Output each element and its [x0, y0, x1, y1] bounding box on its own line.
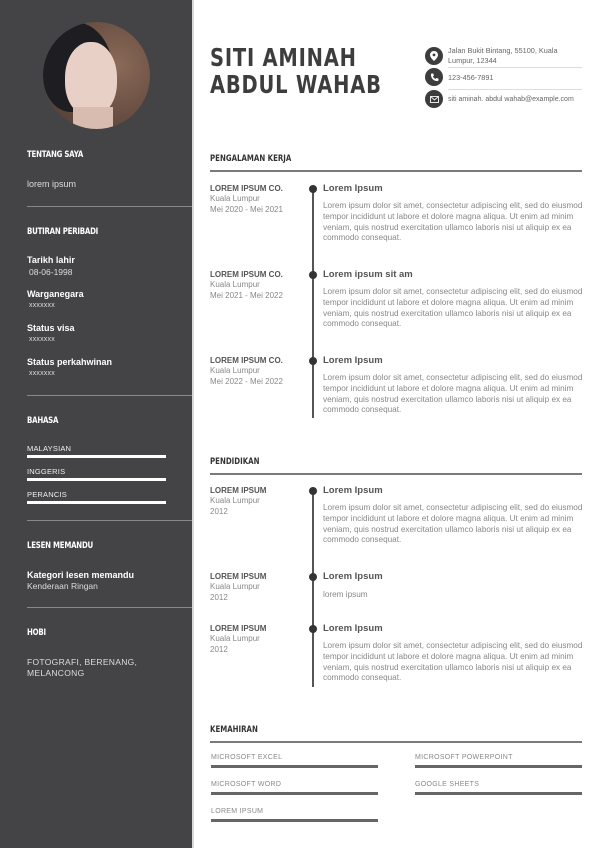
education-title-item: Lorem Ipsum	[323, 623, 383, 634]
experience-role: Lorem Ipsum	[323, 183, 383, 194]
skill-bar	[211, 792, 378, 795]
hobbies-line1: FOTOGRAFI, BERENANG,	[27, 657, 138, 667]
experience-desc: Lorem ipsum dolor sit amet, consectetur adipiscing elit, sed do eiusmod tempor incididunt ut labore et dolore magna aliqua. Ut enim ad minim veniam, quis nostrud exercitation ullamco laboris nisi ut aliquip ex ea commodo consequat.	[323, 373, 583, 415]
education-desc: Lorem ipsum dolor sit amet, consectetur adipiscing elit, sed do eiusmod tempor incididunt ut labore et dolore magna aliqua. Ut enim ad minim veniam, quis nostrud exercitation ullamco laboris nisi ut aliquip ex ea commodo consequat.	[323, 503, 583, 545]
skill-label: LOREM IPSUM	[211, 808, 264, 815]
experience-org: LOREM IPSUM CO.	[210, 270, 283, 279]
phone-icon	[425, 68, 443, 86]
marital-label: Status perkahwinan	[27, 357, 113, 367]
education-org: LOREM IPSUM	[210, 624, 267, 633]
hobbies-title: HOBI	[27, 628, 46, 638]
language-label: INGGERIS	[27, 467, 66, 476]
name-line1: SITI AMINAH	[210, 43, 357, 72]
citizenship-value: xxxxxxx	[29, 302, 55, 309]
skills-title: KEMAHIRAN	[210, 725, 258, 735]
skill-label: MICROSOFT POWERPOINT	[415, 754, 513, 761]
experience-period: Mei 2022 - Mei 2022	[210, 377, 283, 386]
sidebar-divider	[27, 607, 192, 608]
license-title: LESEN MEMANDU	[27, 541, 94, 551]
name-line2: ABDUL WAHAB	[210, 70, 382, 99]
languages-title: BAHASA	[27, 416, 59, 426]
license-label: Kategori lesen memandu	[27, 570, 135, 580]
education-title-item: Lorem Ipsum	[323, 485, 383, 496]
dob-value: 08-06-1998	[29, 267, 73, 277]
experience-location: Kuala Lumpur	[210, 280, 260, 289]
sidebar-divider	[27, 395, 192, 396]
skill-bar	[211, 765, 378, 768]
experience-period: Mei 2021 - Mei 2022	[210, 291, 283, 300]
skill-bar	[211, 819, 378, 822]
sidebar-edge	[192, 0, 194, 848]
personal-title: BUTIRAN PERIBADI	[27, 227, 99, 237]
skill-label: MICROSOFT WORD	[211, 781, 282, 788]
about-title: TENTANG SAYA	[27, 150, 84, 160]
timeline-dot-icon	[309, 357, 317, 365]
education-org: LOREM IPSUM	[210, 486, 267, 495]
timeline-dot-icon	[309, 573, 317, 581]
education-period: 2012	[210, 507, 228, 516]
dob-label: Tarikh lahir	[27, 255, 75, 265]
experience-desc: Lorem ipsum dolor sit amet, consectetur adipiscing elit, sed do eiusmod tempor incididunt ut labore et dolore magna aliqua. Ut enim ad minim veniam, quis nostrud exercitation ullamco laboris nisi ut aliquip ex ea commodo consequat.	[323, 201, 583, 243]
education-location: Kuala Lumpur	[210, 496, 260, 505]
education-title-item: Lorem Ipsum	[323, 571, 383, 582]
experience-period: Mei 2020 - Mei 2021	[210, 205, 283, 214]
hobbies-line2: MELANCONG	[27, 668, 85, 678]
marital-value: xxxxxxx	[29, 370, 55, 377]
education-desc: lorem ipsum	[323, 590, 368, 599]
citizenship-label: Warganegara	[27, 289, 84, 299]
education-period: 2012	[210, 645, 228, 654]
photo-face	[65, 42, 117, 116]
skill-bar	[415, 765, 582, 768]
contact-divider	[448, 89, 582, 90]
skill-label: GOOGLE SHEETS	[415, 781, 480, 788]
address-line2: Lumpur, 12344	[448, 56, 497, 65]
section-divider	[210, 741, 582, 743]
profile-photo	[43, 22, 150, 129]
education-title: PENDIDIKAN	[210, 457, 260, 467]
experience-title: PENGALAMAN KERJA	[210, 154, 292, 164]
education-desc: Lorem ipsum dolor sit amet, consectetur adipiscing elit, sed do eiusmod tempor incididunt ut labore et dolore magna aliqua. Ut enim ad minim veniam, quis nostrud exercitation ullamco laboris nisi ut aliquip ex ea commodo consequat.	[323, 641, 583, 683]
timeline-dot-icon	[309, 271, 317, 279]
about-text: lorem ipsum	[27, 179, 77, 189]
language-label: MALAYSIAN	[27, 444, 72, 453]
visa-value: xxxxxxx	[29, 336, 55, 343]
language-bar	[27, 501, 166, 504]
envelope-icon	[425, 90, 443, 108]
experience-location: Kuala Lumpur	[210, 366, 260, 375]
language-bar	[27, 478, 166, 481]
experience-desc: Lorem ipsum dolor sit amet, consectetur adipiscing elit, sed do eiusmod tempor incididunt ut labore et dolore magna aliqua. Ut enim ad minim veniam, quis nostrud exercitation ullamco laboris nisi ut aliquip ex ea commodo consequat.	[323, 287, 583, 329]
sidebar-divider	[27, 206, 192, 207]
language-label: PERANCIS	[27, 490, 67, 499]
email-address[interactable]: siti aminah. abdul wahab@example.com	[448, 96, 574, 103]
timeline-dot-icon	[309, 487, 317, 495]
location-pin-icon	[425, 47, 443, 65]
section-divider	[210, 170, 582, 172]
contact-divider	[448, 67, 582, 68]
phone-number[interactable]: 123-456-7891	[448, 73, 494, 82]
timeline-dot-icon	[309, 625, 317, 633]
education-location: Kuala Lumpur	[210, 582, 260, 591]
address-line1: Jalan Bukit Bintang, 55100, Kuala	[448, 46, 558, 55]
visa-label: Status visa	[27, 323, 75, 333]
experience-org: LOREM IPSUM CO.	[210, 356, 283, 365]
experience-location: Kuala Lumpur	[210, 194, 260, 203]
skill-label: MICROSOFT EXCEL	[211, 754, 283, 761]
photo-neck	[73, 107, 113, 129]
timeline-dot-icon	[309, 185, 317, 193]
education-org: LOREM IPSUM	[210, 572, 267, 581]
education-period: 2012	[210, 593, 228, 602]
license-value: Kenderaan Ringan	[27, 581, 98, 591]
experience-org: LOREM IPSUM CO.	[210, 184, 283, 193]
skill-bar	[415, 792, 582, 795]
experience-timeline	[312, 188, 314, 418]
education-timeline	[312, 490, 314, 687]
full-name	[210, 44, 382, 98]
experience-role: Lorem Ipsum	[323, 355, 383, 366]
education-location: Kuala Lumpur	[210, 634, 260, 643]
section-divider	[210, 473, 582, 475]
sidebar-divider	[27, 520, 192, 521]
experience-role: Lorem ipsum sit am	[323, 269, 413, 280]
language-bar	[27, 455, 166, 458]
